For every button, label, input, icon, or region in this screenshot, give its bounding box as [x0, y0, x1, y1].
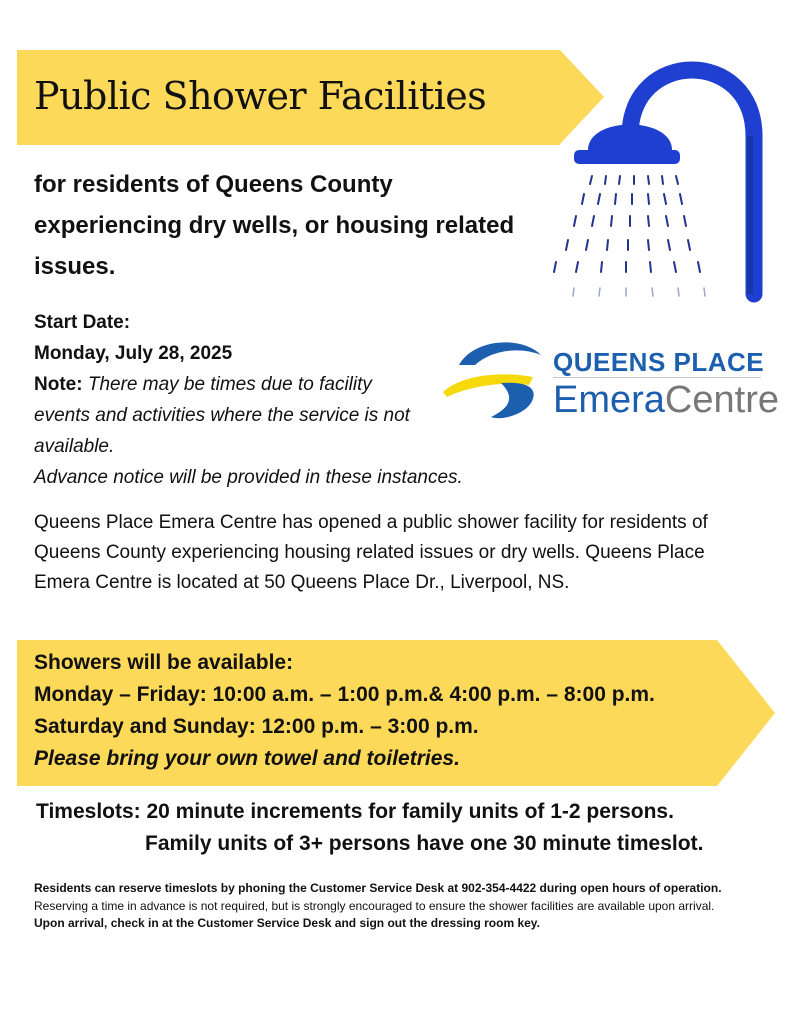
note-text: There may be times due to facility events and activities where the service is not available.: [34, 374, 410, 457]
start-date-label: Start Date:: [34, 312, 131, 333]
reservation-info: [34, 880, 754, 915]
page-title: Public Shower Facilities: [34, 74, 487, 118]
reservation-phone-text: Residents can reserve timeslots by phoning the Customer Service Desk at 902-354-4422 during open hours of operation.: [34, 881, 722, 895]
weekday-hours: Monday – Friday: 10:00 a.m. – 1:00 p.m.& 4:00 p.m. – 8:00 p.m.: [34, 683, 655, 706]
logo-text-emera-centre: [553, 379, 779, 422]
swoosh-logo-icon: [441, 337, 551, 425]
timeslots-line: Timeslots: 20 minute increments for family units of 1-2 persons.: [36, 800, 674, 823]
intro-paragraph: Queens Place Emera Centre has opened a public shower facility for residents of Queens County experiencing housing related issues or dry wells. Queens Place Emera Centre is located at 50 Queens Place Dr., Liverpool, NS.: [34, 512, 708, 593]
availability-section: [34, 647, 774, 775]
arrival-instructions: Upon arrival, check in at the Customer Service Desk and sign out the dressing room key.: [34, 916, 540, 930]
note: [34, 369, 429, 462]
availability-heading: Showers will be available:: [34, 651, 294, 674]
start-date-value: Monday, July 28, 2025: [34, 343, 233, 364]
fine-print: [34, 880, 754, 933]
queens-place-logo: [441, 337, 779, 427]
weekend-hours: Saturday and Sunday: 12:00 p.m. – 3:00 p.m.: [34, 715, 479, 738]
logo-text-centre: Centre: [664, 379, 779, 421]
shower-head-icon: [548, 58, 773, 303]
family-units-line: Family units of 3+ persons have one 30 minute timeslot.: [145, 832, 704, 855]
logo-text-emera: Emera: [553, 379, 665, 421]
subtitle: for residents of Queens County experiencing dry wells, or housing related issues.: [34, 171, 515, 280]
logo-divider: [553, 377, 761, 378]
bring-towel-reminder: Please bring your own towel and toiletries.: [34, 747, 460, 770]
note-label: Note:: [34, 374, 83, 395]
advance-notice: Advance notice will be provided in these instances.: [34, 467, 463, 488]
logo-text-queens-place: QUEENS PLACE: [553, 347, 765, 377]
reservation-advice-text: Reserving a time in advance is not required, but is strongly encouraged to ensure the shower facilities are available upon arrival.: [34, 898, 715, 913]
